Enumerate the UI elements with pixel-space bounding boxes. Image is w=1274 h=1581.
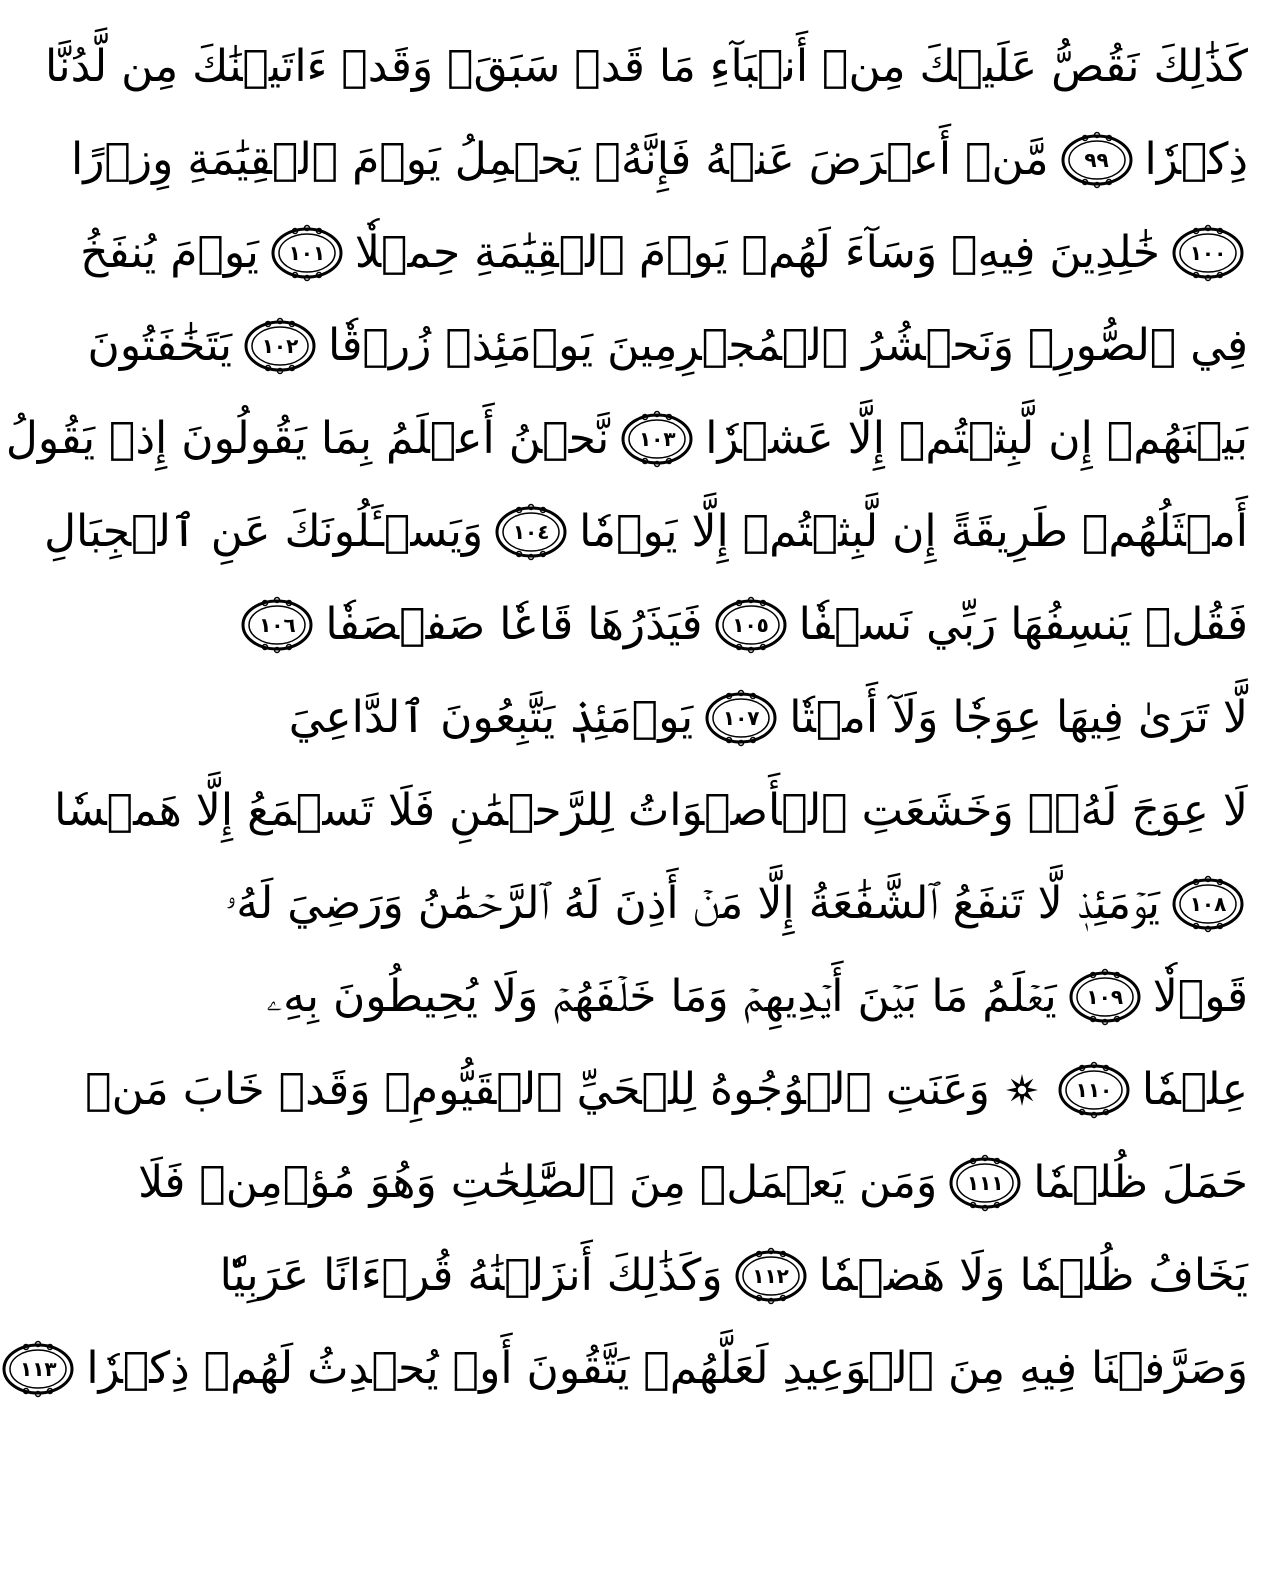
verse-number-marker bbox=[1170, 223, 1246, 283]
verse-number: ١٠٥ bbox=[732, 612, 769, 637]
verse-number: ١٠٩ bbox=[1086, 984, 1124, 1009]
verse-line bbox=[54, 764, 1252, 857]
verse-number: ١٠٣ bbox=[638, 426, 676, 451]
verse-text: يَخَافُ ظُلۡمٗا وَلَا هَضۡمٗا bbox=[818, 1250, 1248, 1301]
verse-text: يَوۡمَئِذٖ يَتَّبِعُونَ ٱلدَّاعِيَ bbox=[288, 692, 694, 743]
verse-text: لَّا تَرَىٰ فِيهَا عِوَجٗا وَلَآ أَمۡتٗا bbox=[789, 692, 1248, 743]
verse-text: ذِكۡرٗا bbox=[1144, 134, 1248, 185]
verse-line bbox=[288, 671, 1252, 764]
verse-text: يَتَخَٰفَتُونَ bbox=[87, 320, 233, 371]
verse-line bbox=[5, 392, 1252, 485]
verse-text: مَّنۡ أَعۡرَضَ عَنۡهُ فَإِنَّهُۥ يَحۡمِلُ يَوۡمَ ٱلۡقِيَٰمَةِ وِزۡرًا bbox=[71, 134, 1049, 185]
verse-text: عِلۡمٗا bbox=[1141, 1064, 1248, 1115]
verse-number-marker bbox=[619, 409, 695, 469]
verse-text: كَذَٰلِكَ نَقُصُّ عَلَيۡكَ مِنۡ أَنۢبَآءِ مَا قَدۡ سَبَقَۚ وَقَدۡ ءَاتَيۡنَٰكَ مِن لَّدُنَّا bbox=[44, 41, 1248, 92]
verse-line bbox=[20, 1322, 1252, 1415]
verse-text: لَا عِوَجَ لَهُۥۖ وَخَشَعَتِ ٱلۡأَصۡوَاتُ لِلرَّحۡمَٰنِ فَلَا تَسۡمَعُ إِلَّا هَمۡسٗا bbox=[54, 785, 1248, 836]
verse-line bbox=[80, 206, 1252, 299]
verse-text: وَمَن يَعۡمَلۡ مِنَ ٱلصَّٰلِحَٰتِ وَهُوَ مُؤۡمِنٞ فَلَا bbox=[138, 1157, 938, 1208]
verse-lines bbox=[5, 20, 1252, 1415]
verse-text: أَمۡثَلُهُمۡ طَرِيقَةً إِن لَّبِثۡتُمۡ إِلَّا يَوۡمٗا bbox=[579, 506, 1248, 557]
verse-text: فَيَذَرُهَا قَاعٗا صَفۡصَفٗا bbox=[325, 599, 703, 650]
verse-number: ١٠٧ bbox=[722, 705, 760, 730]
verse-number: ١١٢ bbox=[752, 1263, 789, 1288]
verse-number: ١٠٠ bbox=[1189, 240, 1227, 265]
verse-number-marker bbox=[947, 1153, 1023, 1213]
verse-number-marker bbox=[713, 595, 789, 655]
verse-line bbox=[138, 1136, 1252, 1229]
verse-number-marker bbox=[1056, 1060, 1132, 1120]
verse-number-marker bbox=[239, 595, 315, 655]
verse-number-marker bbox=[1067, 967, 1143, 1027]
verse-text: قَوۡلٗا bbox=[1152, 971, 1248, 1022]
verse-number-marker bbox=[1170, 874, 1246, 934]
verse-number: ١١٣ bbox=[20, 1356, 57, 1381]
verse-number: ٩٩ bbox=[1084, 147, 1109, 172]
verse-text: حَمَلَ ظُلۡمٗا bbox=[1033, 1157, 1248, 1208]
verse-text: وَكَذَٰلِكَ أَنزَلۡنَٰهُ قُرۡءَانًا عَرَبِيّٗا bbox=[219, 1250, 723, 1301]
verse-text: بَيۡنَهُمۡ إِن لَّبِثۡتُمۡ إِلَّا عَشۡرٗا bbox=[705, 413, 1248, 464]
verse-text: يَعۡلَمُ مَا بَيۡنَ أَيۡدِيهِمۡ وَمَا خَلۡفَهُمۡ وَلَا يُحِيطُونَ بِهِۦ bbox=[266, 971, 1057, 1022]
verse-line bbox=[85, 1043, 1252, 1136]
verse-line bbox=[219, 1229, 1252, 1322]
verse-line bbox=[259, 578, 1252, 671]
verse-line bbox=[87, 299, 1252, 392]
verse-number-marker bbox=[1059, 130, 1135, 190]
verse-number-marker bbox=[493, 502, 569, 562]
verse-line bbox=[44, 485, 1252, 578]
verse-number: ١٠١ bbox=[288, 240, 326, 265]
mushaf-page bbox=[5, 0, 1274, 1581]
verse-text: نَّحۡنُ أَعۡلَمُ بِمَا يَقُولُونَ إِذۡ يَقُولُ bbox=[5, 413, 610, 464]
verse-number-marker bbox=[703, 688, 779, 748]
verse-number: ١١١ bbox=[966, 1170, 1004, 1195]
verse-number-marker bbox=[0, 1339, 76, 1399]
verse-text: وَعَنَتِ ٱلۡوُجُوهُ لِلۡحَيِّ ٱلۡقَيُّومِۖ وَقَدۡ خَابَ مَنۡ bbox=[85, 1064, 990, 1115]
verse-number: ١٠٢ bbox=[261, 333, 299, 358]
rub-el-hizb-icon bbox=[1002, 1070, 1042, 1110]
verse-number-marker bbox=[733, 1246, 809, 1306]
verse-number: ١٠٦ bbox=[259, 612, 296, 637]
verse-line bbox=[266, 950, 1252, 1043]
verse-number: ١٠٨ bbox=[1189, 891, 1227, 916]
verse-line bbox=[225, 857, 1252, 950]
verse-line bbox=[71, 113, 1252, 206]
verse-text: فِي ٱلصُّورِۚ وَنَحۡشُرُ ٱلۡمُجۡرِمِينَ يَوۡمَئِذٖ زُرۡقٗا bbox=[328, 320, 1248, 371]
verse-number-marker bbox=[242, 316, 318, 376]
verse-text: خَٰلِدِينَ فِيهِۖ وَسَآءَ لَهُمۡ يَوۡمَ ٱلۡقِيَٰمَةِ حِمۡلٗا bbox=[354, 227, 1160, 278]
verse-number: ١١٠ bbox=[1075, 1077, 1113, 1102]
verse-text: وَصَرَّفۡنَا فِيهِ مِنَ ٱلۡوَعِيدِ لَعَلَّهُمۡ يَتَّقُونَ أَوۡ يُحۡدِثُ لَهُمۡ ذِكۡرٗا bbox=[86, 1343, 1248, 1394]
verse-number-marker bbox=[269, 223, 345, 283]
verse-line bbox=[44, 20, 1252, 113]
verse-number: ١٠٤ bbox=[512, 519, 550, 544]
verse-text: يَوۡمَ يُنفَخُ bbox=[80, 227, 259, 278]
verse-text: يَوۡمَئِذٖ لَّا تَنفَعُ ٱلشَّفَٰعَةُ إِلَّا مَنۡ أَذِنَ لَهُ ٱلرَّحۡمَٰنُ وَرَضِيَ لَهُۥ bbox=[225, 878, 1160, 929]
verse-text: فَقُلۡ يَنسِفُهَا رَبِّي نَسۡفٗا bbox=[798, 599, 1248, 650]
verse-text: وَيَسۡـَٔلُونَكَ عَنِ ٱلۡجِبَالِ bbox=[44, 506, 484, 557]
